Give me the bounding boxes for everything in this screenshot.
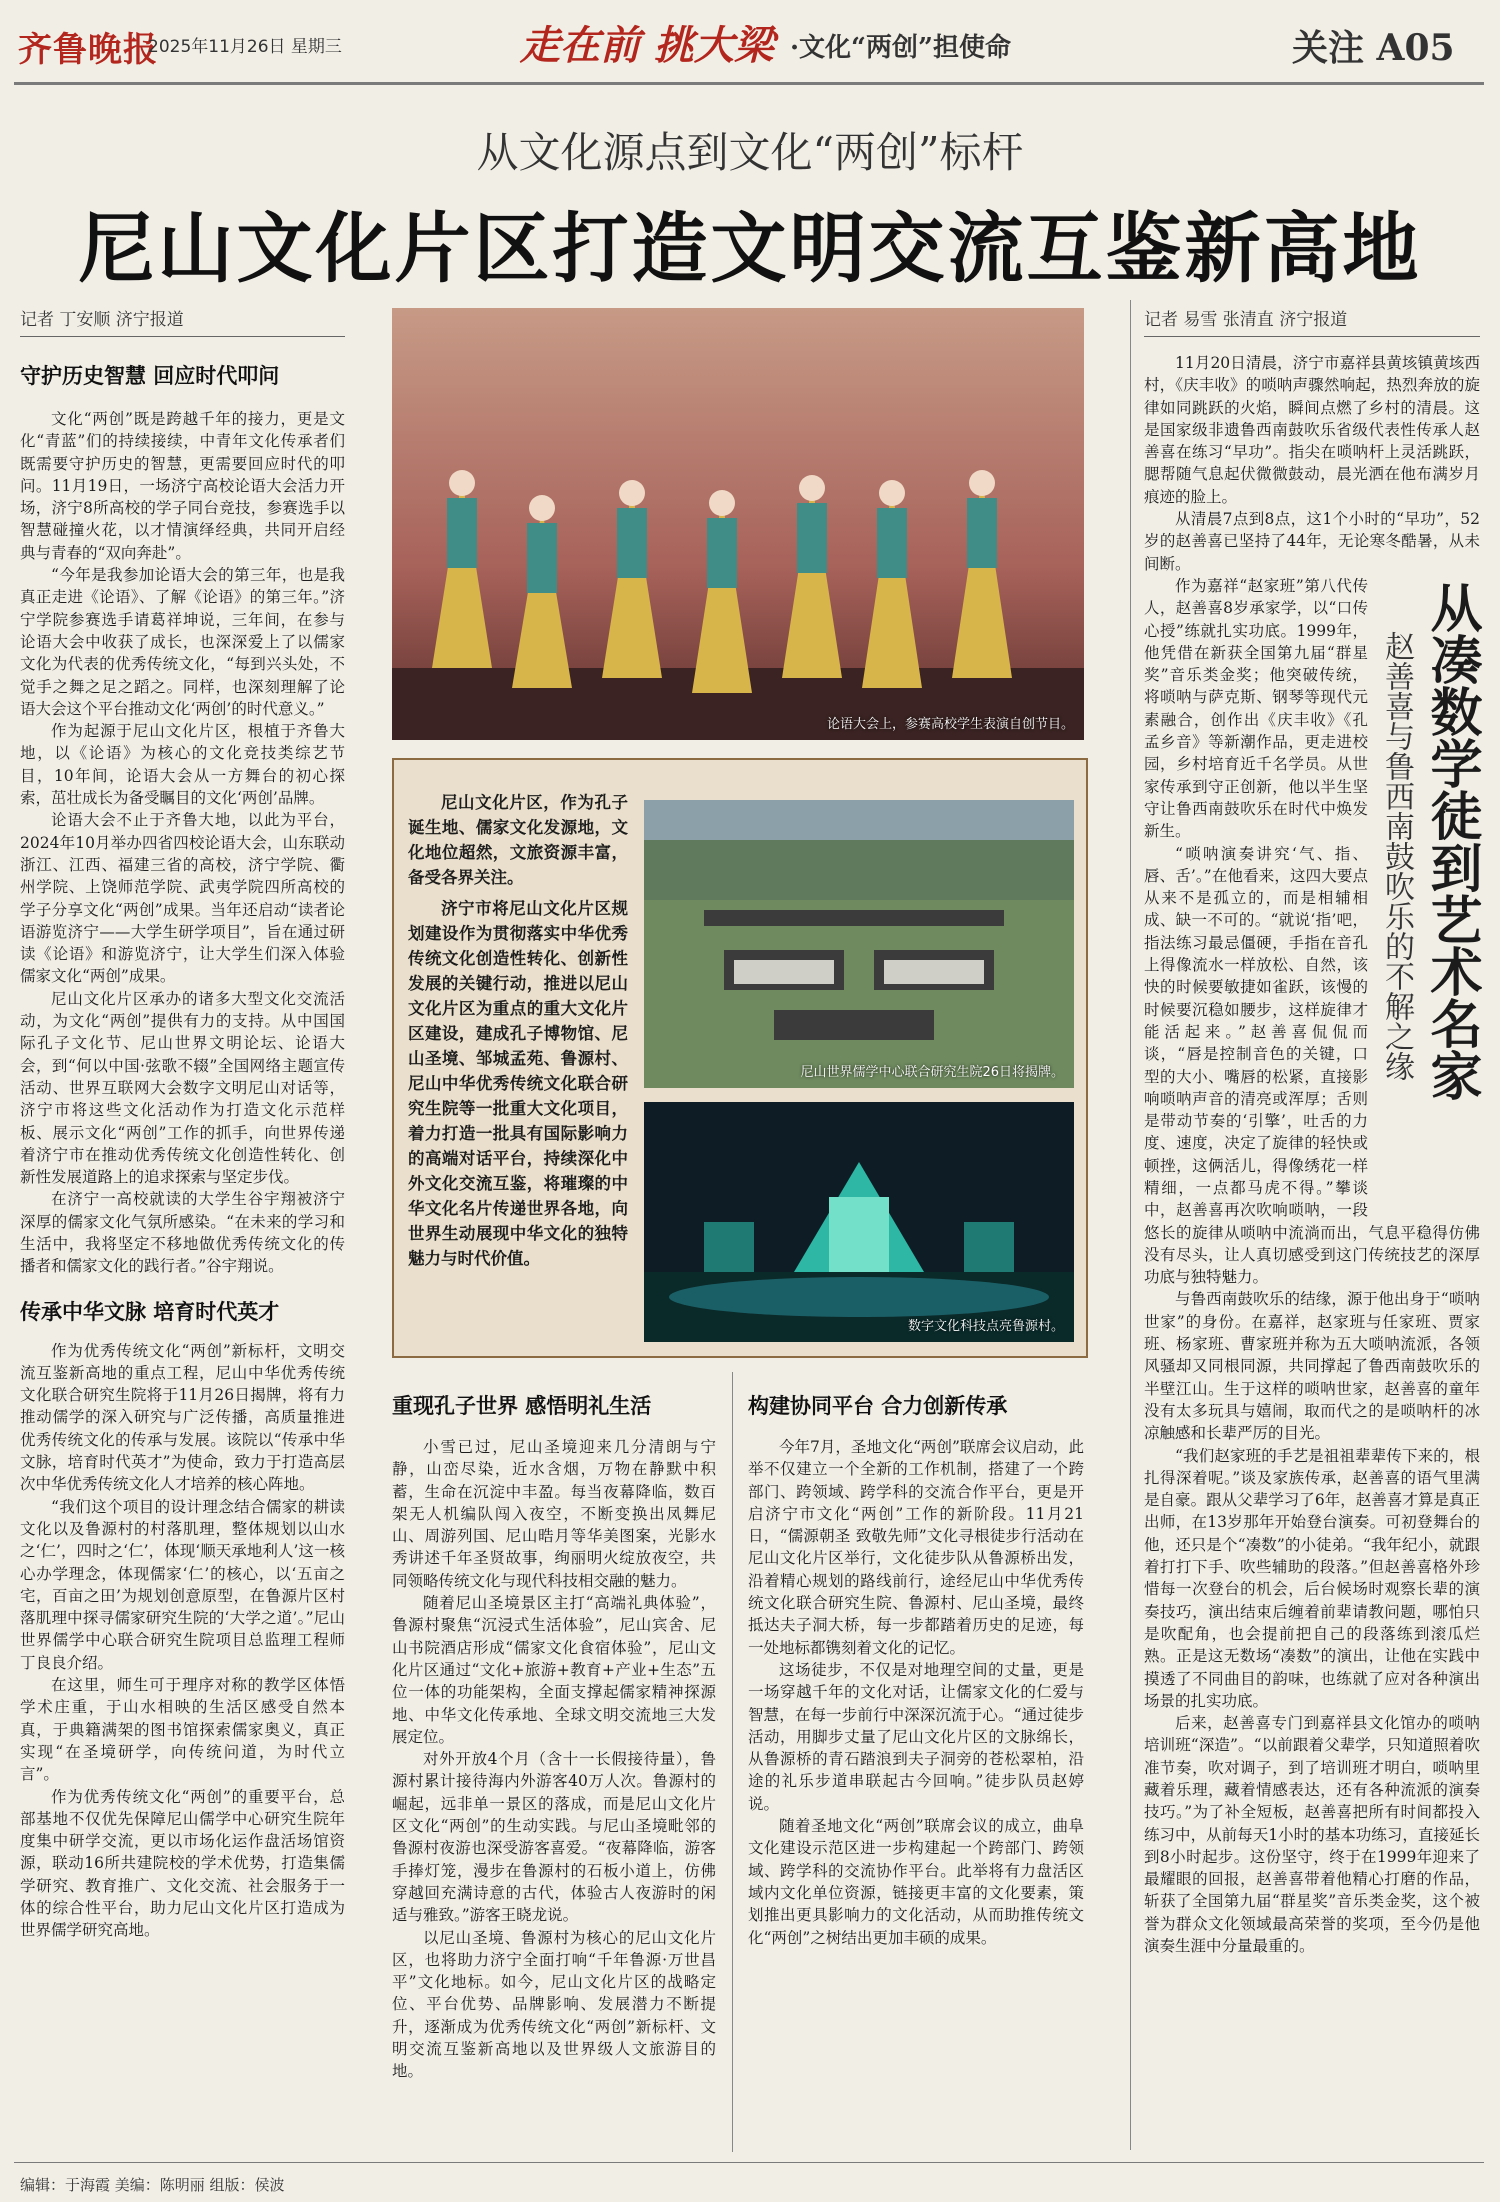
column-2 [392,1372,716,2083]
right-article-intro [1144,352,1480,575]
section-heading: 构建协同平台 合力创新传承 [748,1393,1008,1418]
paragraph: 小雪已过，尼山圣境迎来几分清朗与宁静，山峦尽染，近水含烟，万物在静默中积蓄，生命在沉淀中丰盈。每当夜幕降临，数百架无人机编队闯入夜空，不断变换出凤舞尼山、周游列国、尼山晧月等华美图案，光影水秀讲述千年圣贤故事，绚丽明火绽放夜空，共同领略传统文化与现代科技相交融的魅力。 [392,1438,716,1590]
paragraph: 文化“两创”既是跨越千年的接力，更是文化“青蓝”们的持续接续，中青年文化传承者们既需要守护历史的智慧，更需要回应时代的叩问。11月19日，一场济宁高校论语大会活力开场，济宁8所高校的学子同台竞技，参赛选手以智慧碰撞火花，以才情演绎经典，共同开启经典与青春的“双向奔赴”。 [20,410,345,562]
paragraph: 对外开放4个月（含十一长假接待量），鲁源村累计接待海内外游客40万人次。鲁源村的崛起，远非单一景区的落成，而是尼山文化片区文化“两创”的生动实践。与尼山圣境毗邻的鲁源村夜游也深受游客喜爱。“夜幕降临，游客手捧灯笼，漫步在鲁源村的石板小道上，仿佛穿越回充满诗意的古代，体验古人夜游时的闲适与雅致。”游客王晓龙说。 [392,1750,716,1925]
paragraph: 作为起源于尼山文化片区，根植于齐鲁大地，以《论语》为核心的文化竞技类综艺节目，10年间，论语大会从一方舞台的初心探索，茁壮成长为备受瞩目的文化‘两创’品牌。 [20,722,345,808]
right-article-byline: 记者 易雪 张清直 济宁报道 [1144,305,1480,337]
photo-caption: 尼山世界儒学中心联合研究生院26日将揭牌。 [800,1065,1064,1080]
section-body [392,1436,716,2083]
topic-slogan: 走在前 挑大梁 [520,22,774,69]
feature-box [392,758,1088,1358]
issue-date: 2025年11月26日 星期三 [148,37,342,57]
night-photo-graphic [644,1102,1074,1342]
column-1 [20,348,345,1942]
photo-night [644,1102,1074,1342]
topic-suffix: ·文化“两创”担使命 [790,33,1011,63]
paragraph: 这场徒步，不仅是对地理空间的丈量，更是一场穿越千年的文化对话，让儒家文化的仁爱与智慧，在每一步前行中深深沉流于心。“通过徒步活动，用脚步丈量了尼山文化片区的文脉绵长，从鲁源桥的青石踏浪到夫子洞旁的苍松翠柏，沿途的礼乐步道串联起古今回响。”徒步队员赵婷说。 [748,1660,1084,1813]
paragraph: 济宁市将尼山文化片区规划建设作为贯彻落实中华优秀传统文化创造性转化、创新性发展的关键行动，推进以尼山文化片区为重点的重大文化片区建设，建成孔子博物馆、尼山圣境、邹城孟苑、鲁源村、尼山中华优秀传统文化联合研究生院等一批重大文化项目，着力打造一批具有国际影响力的高端对话平台，持续深化中外文化交流互鉴，将璀璨的中华文化名片传递世界各地，向世界生动展现中华文化的独特魅力与时代价值。 [408,899,628,1268]
paragraph: 在济宁一高校就读的大学生谷宇翔被济宁深厚的儒家文化气氛所感染。“在未来的学习和生活中，我将坚定不移地做优秀传统文化的传播者和儒家文化的践行者。”谷宇翔说。 [20,1190,345,1276]
newspaper-logo: 齐鲁晚报 [18,30,158,70]
section-heading: 传承中华文脉 培育时代英才 [20,1298,280,1324]
top-rule [14,82,1484,85]
right-article [1144,352,1480,1957]
paragraph: 与鲁西南鼓吹乐的结缘，源于他出身于“唢呐世家”的身份。在嘉祥，赵家班与任家班、贾家班、杨家班、曹家班并称为五大唢呐流派，各领风骚却又同根同源，共同撑起了鲁西南鼓吹乐的半壁江山。生于这样的唢呐世家，赵善喜的童年没有太多玩具与嬉闹，取而代之的是唢呐杆的冰凉触感和长辈严厉的目光。 [1144,1290,1480,1443]
article-byline: 记者 丁安顺 济宁报道 [20,305,345,337]
feature-box-text [408,790,628,1277]
campus-photo-graphic [644,800,1074,1088]
masthead [0,0,1500,78]
bottom-rule [14,2162,1484,2163]
paragraph: “今年是我参加论语大会的第三年，也是我真正走进《论语》、了解《论语》的第三年。”济宁学院参赛选手请葛祥坤说，三年间，在参与论语大会中收获了成长，也深深爱上了以儒家文化为代表的优秀传统文化，“每到兴头处，不觉手之舞之足之蹈之。同样，也深刻理解了论语大会这个平台推动文化‘两创’的时代意义。” [20,566,345,718]
paragraph: 尼山文化片区承办的诸多大型文化交流活动，为文化“两创”提供有力的支持。从中国国际孔子文化节、尼山世界文明论坛、论语大会，到“何以中国·弦歌不辍”全国网络主题宣传活动、世界互联网大会数字文明尼山对话等，济宁市将这些文化活动作为打造文化示范样板、展示文化“两创”工作的抓手，向世界传递着济宁市在推动优秀传统文化创造性转化、创新性发展道路上的追求探索与坚定步伐。 [20,989,345,1187]
right-article-title-block [1378,581,1480,1201]
paragraph: 尼山文化片区，作为孔子诞生地、儒家文化发源地，文化地位超然，文旅资源丰富，备受各界关注。 [408,793,628,887]
section-body [20,408,345,1278]
column-divider [732,1372,733,2152]
paragraph: 随着圣地文化“两创”联席会议的成立，曲阜文化建设示范区进一步构建起一个跨部门、跨领域、跨学科的交流协作平台。此举将有力盘活区域内文化单位资源，链接更丰富的文化要素，策划推出更具影响力的文化活动，从而助推传统文化“两创”之树结出更加丰硕的成果。 [748,1817,1084,1947]
paragraph: “我们赵家班的手艺是祖祖辈辈传下来的，根扎得深着呢。”谈及家族传承，赵善喜的语气里满是自豪。跟从父辈学习了6年，赵善喜才算是真正出师，在13岁那年开始登台演奏。可初登舞台的他，还只是个“凑数”的小徒弟。“我年纪小，就跟着打打下手、吹些辅助的段落。”但赵善喜格外珍惜每一次登台的机会，后台候场时观察长辈的演奏技巧，演出结束后缠着前辈请教问题，哪怕只是吹配角，也会提前把自己的段落练到滚瓜烂熟。正是这无数场“凑数”的演出，让他在实践中摸透了不同曲目的韵味，也练就了应对各种演出场景的扎实功底。 [1144,1446,1480,1710]
paragraph: 11月20日清晨，济宁市嘉祥县黄垓镇黄垓西村，《庆丰收》的唢呐声骤然响起，热烈奔放的旋律如同跳跃的火焰，瞬间点燃了乡村的清晨。这是国家级非遗鲁西南鼓吹乐省级代表性传承人赵善喜在练习“早功”。指尖在唢呐杆上灵活跳跃，腮帮随气息起伏微微鼓动，晨光洒在他布满岁月痕迹的脸上。 [1144,354,1480,506]
paragraph: “唢呐演奏讲究‘气、指、唇、舌’。”在他看来，这四大要点从来不是孤立的，而是相辅相成、缺一不可的。“就说‘指’吧，指法练习最忌僵硬，手指在音孔上得像流水一样放松、自然，该快的时候要敏捷如雀跃，该慢的时候要沉稳如腰步，这样旋律才能活起来。”赵善喜侃侃而谈，“唇是控制音色的关键，口型的大小、嘴唇的松紧，直接影响唢呐声音的清亮或浑厚；舌则是带动节奏的‘引擎’，吐舌的力度、速度，决定了旋律的轻快或顿挫，这俩活儿，得像绣花一样精细，一点都马虎不得。”攀谈中，赵善喜再次吹响唢呐，一段悠长的旋律从唢呐中流淌而出，气息平稳得仿佛没有尽头，让人真切感受到这门传统技艺的深厚功底与独特魅力。 [1144,844,1480,1287]
paragraph: “我们这个项目的设计理念结合儒家的耕读文化以及鲁源村的村落肌理，整体规划以山水之‘仁’，四时之‘仁’，体现‘顺天承地利人’这一核心办学理念，体现儒家‘仁’的核心，以‘五亩之宅，百亩之田’为规划创意原型，在鲁源片区村落肌理中探寻儒家研究生院的‘大学之道’。”尼山世界儒学中心联合研究生院项目总监理工程师丁良良介绍。 [20,1497,345,1672]
page-section: 关注 A05 [1292,27,1455,69]
paragraph: 作为优秀传统文化“两创”的重要平台，总部基地不仅优先保障尼山儒学中心研究生院年度集中研学交流，更以市场化运作盘活场馆资源，联动16所共建院校的学术优势，打造集儒学研究、教育推广、文化交流、社会服务于一体的综合性平台，助力尼山文化片区打造成为世界儒学研究高地。 [20,1787,345,1940]
paragraph: 在这里，师生可于理序对称的教学区体悟学术庄重，于山水相映的生活区感受自然本真，于典籍满架的图书馆探索儒家奥义，真正实现“在圣境研学，向传统问道，为时代立言”。 [20,1676,345,1784]
photo-performance [392,308,1084,740]
section-heading: 重现孔子世界 感悟明礼生活 [392,1393,652,1418]
column-divider [1130,300,1131,2150]
right-article-subtitle: 赵善喜与鲁西南鼓吹乐的不解之缘 [1379,630,1414,1081]
column-3 [748,1372,1084,1949]
performance-photo-graphic [392,308,1084,740]
section-heading: 守护历史智慧 回应时代叩问 [20,363,280,388]
article-headline: 尼山文化片区打造文明交流互鉴新高地 [78,204,1422,293]
paragraph: 以尼山圣境、鲁源村为核心的尼山文化片区，也将助力济宁全面打响“千年鲁源·万世昌平”文化地标。如今，尼山文化片区的战略定位、平台优势、品牌影响、发展潜力不断提升，逐渐成为优秀传统文化“两创”新标杆、文明交流互鉴新高地以及世界级人文旅游目的地。 [392,1928,716,2081]
paragraph: 随着尼山圣境景区主打“高端礼典体验”，鲁源村聚焦“沉浸式生活体验”，尼山宾舍、尼山书院酒店形成“儒家文化食宿体验”，尼山文化片区通过“文化+旅游+教育+产业+生态”五位一体的功能架构，全面支撑起儒家精神探源地、中华文化传承地、全球文明交流地三大发展定位。 [392,1594,716,1746]
photo-caption: 论语大会上，参赛高校学生表演自创节目。 [826,717,1074,732]
right-article-title: 从凑数学徒到艺术名家 [1421,580,1482,1101]
section-body [748,1436,1084,1949]
paragraph: 作为优秀传统文化“两创”新标杆，文明交流互鉴新高地的重点工程，尼山中华优秀传统文化联合研究生院将于11月26日揭牌，将有力推动儒学的深入研究与广泛传播，高质量推进优秀传统文化的传承与发展。该院以“传承中华文脉，培育时代英才”为使命，致力于打造高层次中华优秀传统文化人才培养的核心阵地。 [20,1341,345,1494]
photo-caption: 数字文化科技点亮鲁源村。 [907,1319,1064,1334]
page-credits: 编辑：于海霞 美编：陈明丽 组版：侯波 [20,2176,285,2194]
paragraph: 作为嘉祥“赵家班”第八代传人，赵善喜8岁承家学，以“口传心授”练就扎实功底。1999年，他凭借在新获全国第九届“群星奖”音乐类金奖；他突破传统，将唢呐与萨克斯、钢琴等现代元素融合，创作出《庆丰收》《孔孟乡音》等新潮作品，更走进校园，乡村培育近千名学员。从世家传承到守正创新，他以半生坚守让鲁西南鼓吹乐在时代中焕发新生。 [1144,576,1368,841]
paragraph: 今年7月，圣地文化“两创”联席会议启动，此举不仅建立一个全新的工作机制，搭建了一个跨部门、跨领域、跨学科的交流合作平台，更是开启济宁市文化“两创”工作的新阶段。11月21日，“儒源朝圣 致敬先师”文化寻根徒步行活动在尼山文化片区举行，文化徒步队从鲁源桥出发，沿着精心规划的路线前行，途经尼山中华优秀传统文化联合研究生院、鲁源村、尼山圣境，最终抵达夫子洞大桥，每一步都踏着历史的足迹，每一处地标都镌刻着文化的记忆。 [748,1438,1084,1657]
paragraph: 从清晨7点到8点，这1个小时的“早功”，52岁的赵善喜已坚持了44年，无论寒冬酷暑，从未间断。 [1144,510,1480,573]
section-body [20,1340,345,1942]
paragraph: 后来，赵善喜专门到嘉祥县文化馆办的唢呐培训班“深造”。“以前跟着父辈学，只知道照着吹准节奏，吹对调子，到了培训班才明白，唢呐里藏着乐理，藏着情感表达，还有各种流派的演奏技巧。”为了补全短板，赵善喜把所有时间都投入练习中，从前每天1小时的基本功练习，直接延长到8小时起步。这份坚守，终于在1999年迎来了最耀眼的回报，赵善喜带着他精心打磨的作品，斩获了全国第九届“群星奖”音乐类金奖，这个被誉为群众文化领域最高荣誉的奖项，至今仍是他演奏生涯中分量最重的。 [1144,1714,1480,1956]
article-subtitle: 从文化源点到文化“两创”标杆 [476,128,1024,177]
photo-campus [644,800,1074,1088]
paragraph: 论语大会不止于齐鲁大地，以此为平台，2024年10月举办四省四校论语大会，山东联动浙江、江西、福建三省的高校，济宁学院、衢州学院、上饶师范学院、武夷学院四所高校的学子分享文化“两创”成果。当年还启动“读者论语游览济宁——大学生研学项目”，旨在通过研读《论语》和游览济宁，让大学生们深入体验儒家文化“两创”成果。 [20,811,345,986]
